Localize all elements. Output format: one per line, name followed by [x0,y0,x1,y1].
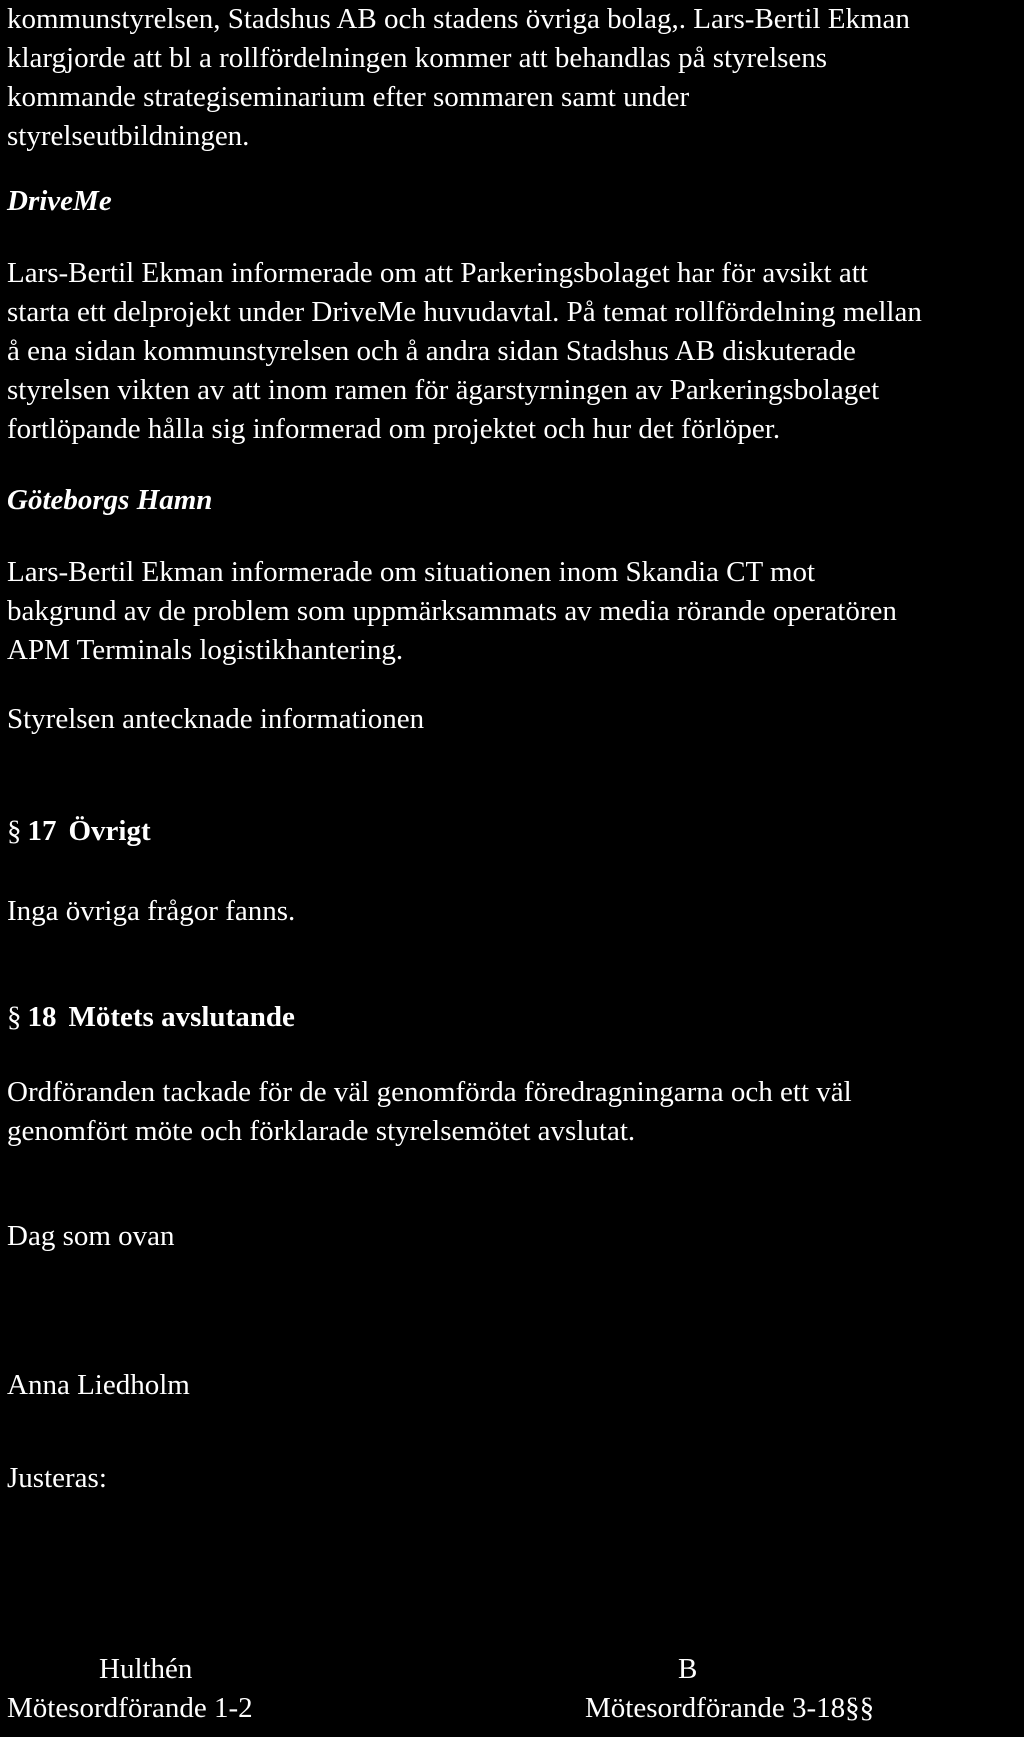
driveme-line: Lars-Bertil Ekman informerade om att Parkeringsbolaget har för avsikt att [7,257,868,289]
section-18-line: genomfört möte och förklarade styrelsemötet avslutat. [7,1115,636,1147]
section-symbol: § [7,815,22,847]
driveme-line: fortlöpande hålla sig informerad om projektet och hur det förlöper. [7,413,781,445]
intro-line: styrelseutbildningen. [7,120,250,152]
section-17-heading [7,812,151,851]
right-signature-role: Mötesordförande 3-18§§ [585,1692,875,1724]
driveme-line: styrelsen vikten av att inom ramen för ägarstyrningen av Parkeringsbolaget [7,374,880,406]
section-title: Mötets avslutande [68,1001,295,1033]
section-symbol: § [7,1001,22,1033]
hamn-heading: Göteborgs Hamn [7,484,213,516]
hamn-line: bakgrund av de problem som uppmärksammats av media rörande operatören [7,595,897,627]
left-signature-name: Hulthén [99,1653,193,1685]
closing-date-text: Dag som ovan [7,1220,175,1252]
section-18-line: Ordföranden tackade för de väl genomförda föredragningarna och ett väl [7,1076,852,1108]
driveme-line: å ena sidan kommunstyrelsen och å andra sidan Stadshus AB diskuterade [7,335,856,367]
section-18-heading [7,998,295,1037]
section-17-text: Inga övriga frågor fanns. [7,895,296,927]
left-signature-role: Mötesordförande 1-2 [7,1692,253,1724]
hamn-note: Styrelsen antecknade informationen [7,703,425,735]
intro-line: kommunstyrelsen, Stadshus AB och stadens övriga bolag,. Lars-Bertil Ekman [7,3,910,35]
driveme-line: starta ett delprojekt under DriveMe huvudavtal. På temat rollfördelning mellan [7,296,922,328]
secretary-name: Anna Liedholm [7,1369,190,1401]
intro-line: klargjorde att bl a rollfördelningen kommer att behandlas på styrelsens [7,42,828,74]
driveme-heading: DriveMe [7,185,112,217]
section-number: 17 [27,815,57,847]
intro-line: kommande strategiseminarium efter sommaren samt under [7,81,690,113]
hamn-line: Lars-Bertil Ekman informerade om situationen inom Skandia CT mot [7,556,816,588]
right-signature-name: B [678,1653,698,1685]
section-title: Övrigt [68,815,151,847]
adjust-label: Justeras: [7,1462,107,1494]
section-number: 18 [27,1001,57,1033]
hamn-line: APM Terminals logistikhantering. [7,634,404,666]
